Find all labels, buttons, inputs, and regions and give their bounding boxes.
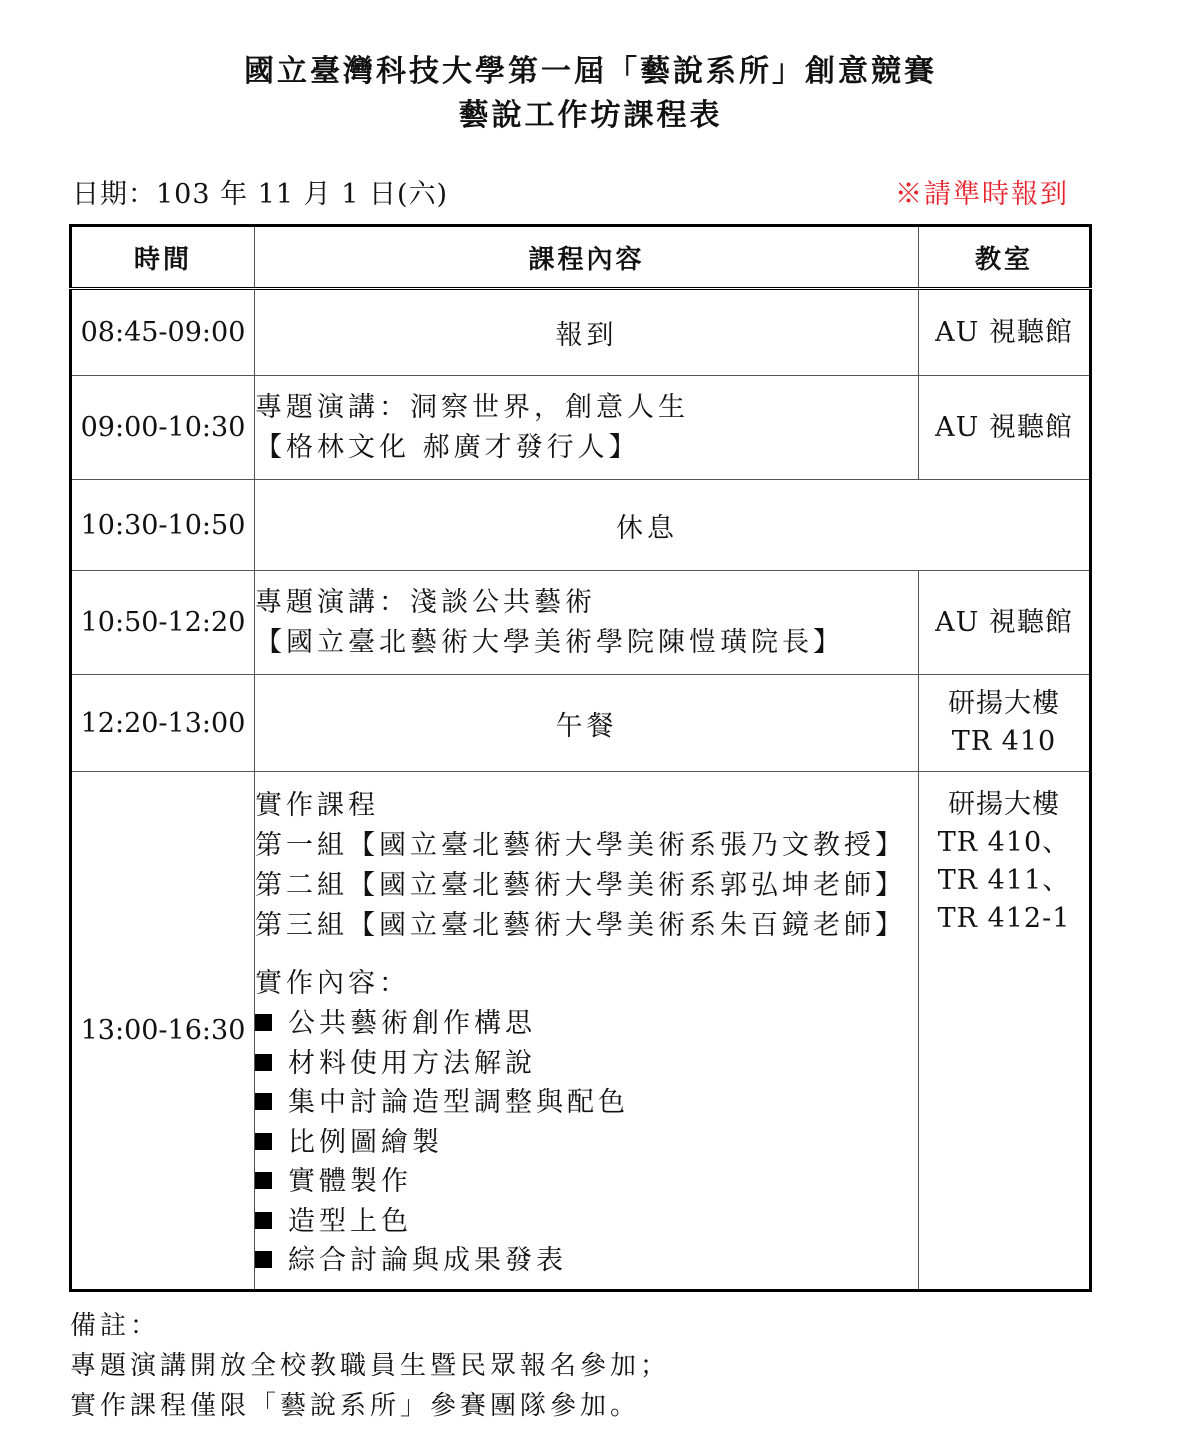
row-time: 13:00-16:30	[71, 772, 255, 1291]
room-building: 研揚大樓	[948, 789, 1060, 820]
item-text: 實體製作	[288, 1166, 412, 1197]
row-time: 10:30-10:50	[71, 480, 255, 571]
list-item	[255, 1202, 918, 1242]
square-bullet-icon	[255, 1014, 272, 1031]
list-item	[255, 1241, 918, 1281]
item-text: 材料使用方法解說	[288, 1047, 536, 1079]
row-room: AU 視聽館	[919, 571, 1091, 675]
lecture-speaker: 【國立臺北藝術大學美術學院陳愷璜院長】	[255, 626, 844, 658]
table-row	[71, 675, 1091, 772]
table-row	[71, 376, 1091, 480]
remarks-line: 實作課程僅限「藝說系所」參賽團隊參加。	[70, 1391, 641, 1421]
table-row	[71, 289, 1091, 376]
lecture-speaker: 【格林文化 郝廣才發行人】	[255, 431, 640, 463]
room-number: TR 410	[951, 726, 1057, 757]
row-content	[255, 772, 919, 1291]
header-content: 課程內容	[255, 226, 919, 289]
punctuality-notice: ※請準時報到	[895, 179, 1069, 210]
room-number: TR 410、	[937, 827, 1071, 858]
row-room	[919, 675, 1091, 772]
room-number: TR 411、	[937, 865, 1071, 896]
square-bullet-icon	[255, 1093, 272, 1110]
item-text: 比例圖繪製	[288, 1126, 443, 1158]
square-bullet-icon	[255, 1251, 272, 1268]
schedule-table	[69, 224, 1092, 1292]
date-line: 日期：103 年 11 月 1 日(六)	[72, 179, 449, 210]
row-room: AU 視聽館	[919, 289, 1091, 376]
row-time: 10:50-12:20	[71, 571, 255, 675]
item-text: 造型上色	[288, 1205, 412, 1237]
item-text: 綜合討論與成果發表	[288, 1245, 567, 1276]
title-line-2: 藝說工作坊課程表	[458, 98, 723, 133]
row-content: 報到	[255, 289, 919, 376]
course-title: 實作課程	[255, 790, 379, 821]
square-bullet-icon	[255, 1054, 272, 1071]
table-header-row	[71, 226, 1091, 289]
list-item	[255, 1044, 918, 1084]
workshop-content-title: 實作內容：	[255, 968, 410, 999]
title-line-1: 國立臺灣科技大學第一屆「藝說系所」創意競賽	[244, 54, 937, 89]
group-item: 第二組【國立臺北藝術大學美術系郭弘坤老師】	[255, 870, 906, 901]
table-row	[71, 571, 1091, 675]
header-time: 時間	[71, 226, 255, 289]
item-text: 公共藝術創作構思	[288, 1008, 536, 1039]
square-bullet-icon	[255, 1212, 272, 1229]
header-room: 教室	[919, 226, 1091, 289]
row-time: 09:00-10:30	[71, 376, 255, 480]
list-item	[255, 1123, 918, 1163]
room-number: TR 412-1	[937, 903, 1071, 934]
remarks-line: 專題演講開放全校教職員生暨民眾報名參加；	[70, 1351, 671, 1381]
table-row	[71, 772, 1091, 1291]
group-item: 第三組【國立臺北藝術大學美術系朱百鏡老師】	[255, 910, 906, 941]
list-item	[255, 1162, 918, 1202]
table-row	[71, 480, 1091, 571]
row-time: 08:45-09:00	[71, 289, 255, 376]
row-content	[255, 376, 919, 480]
row-content: 休息	[255, 480, 1091, 571]
square-bullet-icon	[255, 1133, 272, 1150]
lecture-title: 專題演講：洞察世界，創意人生	[255, 391, 689, 423]
row-content: 午餐	[255, 675, 919, 772]
group-item: 第一組【國立臺北藝術大學美術系張乃文教授】	[255, 830, 906, 861]
row-time: 12:20-13:00	[71, 675, 255, 772]
remarks	[70, 1306, 670, 1426]
room-building: 研揚大樓	[948, 688, 1060, 719]
workshop-item-list	[255, 1004, 918, 1281]
remarks-label: 備註：	[70, 1311, 161, 1341]
item-text: 集中討論造型調整與配色	[288, 1087, 629, 1118]
list-item	[255, 1004, 918, 1044]
document-title	[0, 50, 1181, 138]
square-bullet-icon	[255, 1172, 272, 1189]
list-item	[255, 1083, 918, 1123]
row-room	[919, 772, 1091, 1291]
lecture-title: 專題演講：淺談公共藝術	[255, 586, 596, 618]
row-content	[255, 571, 919, 675]
row-room: AU 視聽館	[919, 376, 1091, 480]
